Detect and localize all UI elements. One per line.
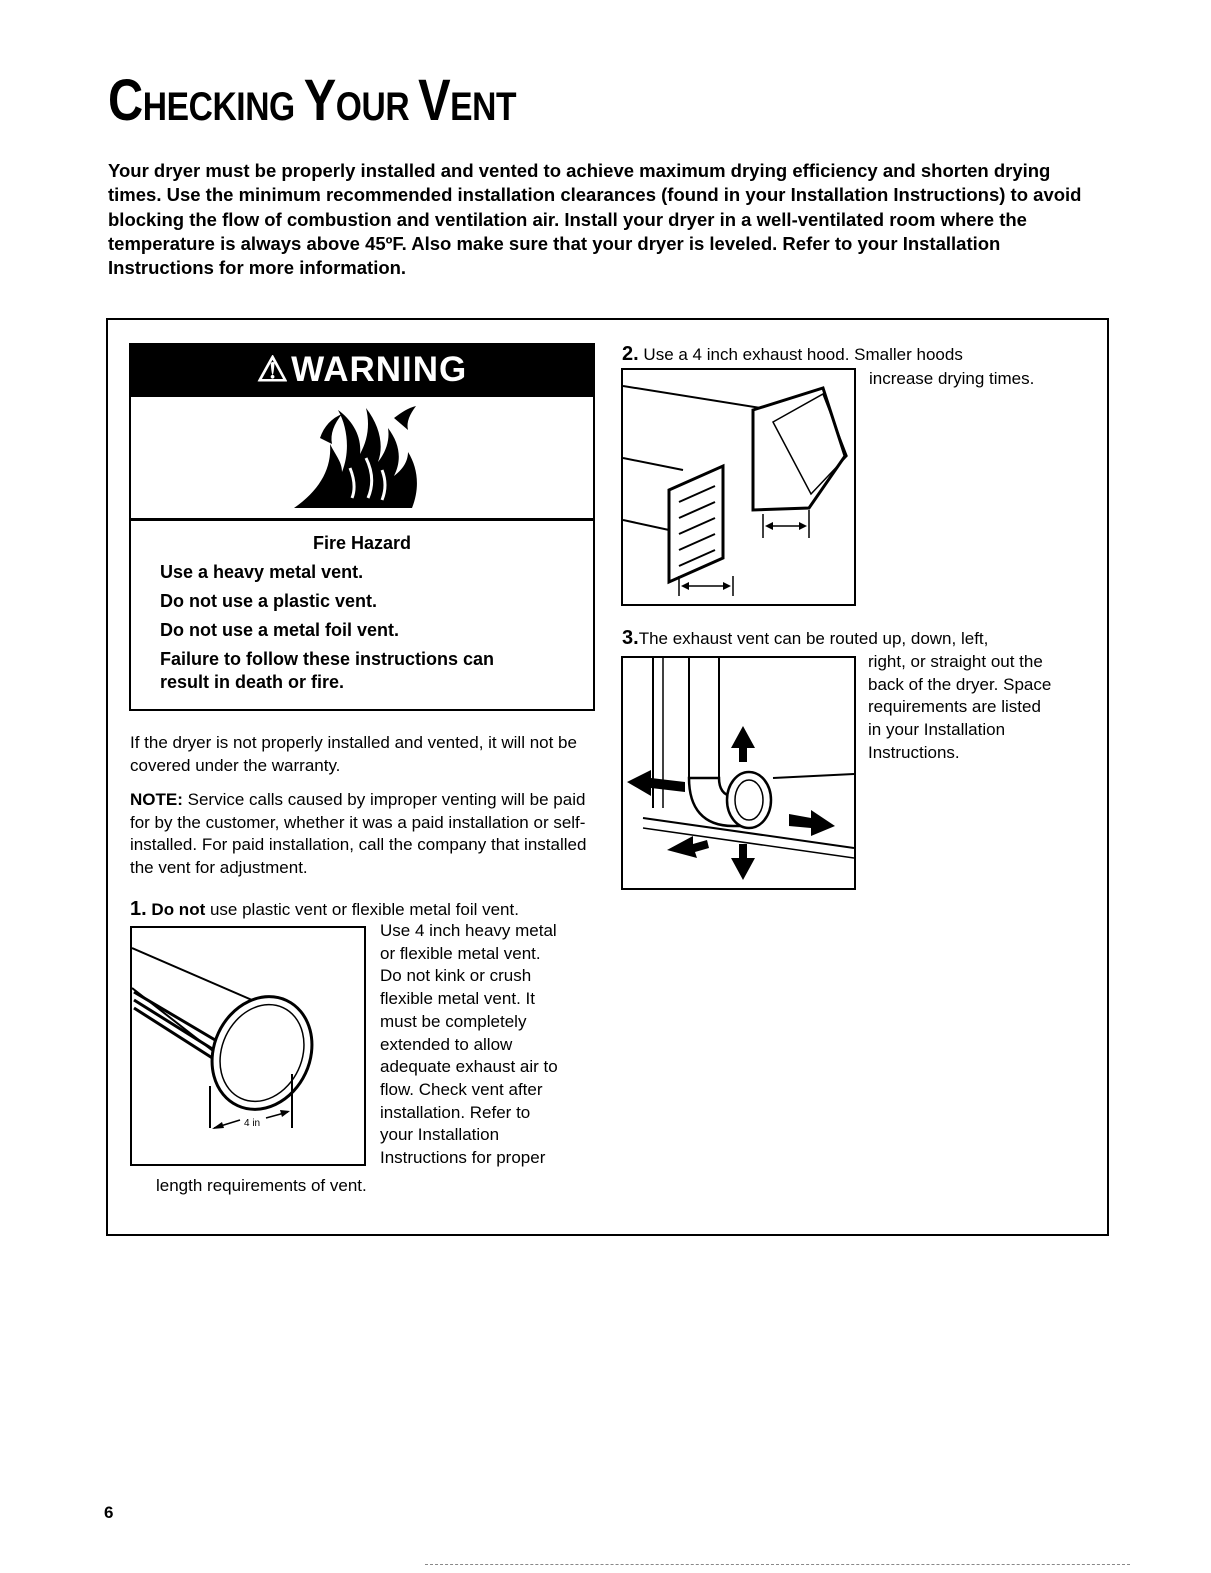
step-3-line: Instructions. [868, 742, 960, 762]
vent-routing-figure [621, 656, 856, 890]
page-number: 6 [104, 1503, 114, 1522]
title-word-checking: HECKING [142, 85, 295, 129]
step-3-line: in your Installation [868, 720, 1006, 740]
step-2-side-text: increase drying times. [869, 369, 1035, 388]
step-1-line: extended to allow [380, 1034, 513, 1054]
title-initial-v: V [418, 68, 451, 133]
title-word-vent: ENT [450, 85, 517, 129]
page-title [108, 68, 517, 133]
intro-paragraph: Your dryer must be properly installed and vented to achieve maximum drying efficiency and shorten drying times. Use the minimum recommended installation clearances (found in your Installation Instructions) to avoid blocking the flow of combustion and ventilation air. Install your dryer in a well-ventilated room where the temperature is always above 45ºF. Also make sure that your dryer is leveled. Refer to your Installation Instructions for more information. [108, 160, 1082, 279]
title-initial-y: Y [303, 68, 336, 133]
step-1-line: flow. Check vent after [380, 1079, 543, 1099]
warning-header-text: WARNING [291, 350, 468, 389]
warning-line: Use a heavy metal vent. [160, 562, 364, 582]
note-label: NOTE: [130, 790, 183, 809]
step-3-number: 3. [622, 627, 639, 649]
step-3-side-text [868, 651, 1108, 765]
exhaust-hood-figure [621, 368, 856, 606]
step-3-heading [622, 627, 988, 651]
flexible-vent-figure [130, 926, 366, 1166]
step-1-line: Instructions for proper [380, 1148, 546, 1168]
step-1-heading [130, 898, 610, 922]
step-3-text: The exhaust vent can be routed up, down, left, [638, 629, 989, 648]
step-1-line: Use 4 inch heavy metal [380, 921, 557, 940]
title-word-your: OUR [335, 85, 410, 129]
step-1-number: 1. [130, 898, 147, 920]
step-1-text: use plastic vent or flexible metal foil vent. [205, 900, 519, 919]
warning-line: Do not use a metal foil vent. [160, 620, 400, 640]
step-2-text: Use a 4 inch exhaust hood. Smaller hoods [638, 345, 963, 364]
hazard-title: Fire Hazard [312, 533, 412, 553]
step-1-line: installation. Refer to [380, 1102, 531, 1122]
warning-line: result in death or fire. [160, 672, 345, 692]
note-paragraph [130, 789, 600, 880]
note-text: Service calls caused by improper venting will be paid for by the customer, whether it was a paid installation or self-installed. For paid installation, call the company that installed the vent for adjustment. [130, 790, 587, 878]
step-3-line: right, or straight out the [868, 652, 1043, 671]
step-1-side-text [380, 920, 610, 1170]
step-1-bold: Do not [151, 900, 206, 919]
step-1-line: must be completely [380, 1011, 527, 1031]
step-1-dim-label: 4 in [244, 1118, 261, 1129]
step-3-line: back of the dryer. Space [868, 674, 1052, 694]
step-2-heading [622, 343, 963, 367]
warning-line: Failure to follow these instructions can [160, 649, 495, 669]
warning-triangle-icon: ⚠ [256, 350, 290, 389]
step-2-number: 2. [622, 343, 639, 365]
title-initial-c: C [108, 68, 143, 133]
step-1-line: adequate exhaust air to [380, 1057, 558, 1077]
warning-header [129, 343, 595, 397]
step-1-line: or flexible metal vent. [380, 943, 541, 963]
step-1-line: Do not kink or crush [380, 966, 532, 986]
warranty-paragraph: If the dryer is not properly installed and vented, it will not be covered under the warranty. [130, 733, 577, 775]
warning-line: Do not use a plastic vent. [160, 591, 378, 611]
step-1-line: your Installation [380, 1125, 500, 1145]
warning-separator [131, 518, 593, 521]
bottom-rule [425, 1564, 1130, 1566]
step-3-line: requirements are listed [868, 697, 1041, 717]
step-1-line: flexible metal vent. It [380, 989, 535, 1009]
step-1-tail: length requirements of vent. [156, 1176, 367, 1195]
fire-hazard-icon [290, 398, 440, 512]
